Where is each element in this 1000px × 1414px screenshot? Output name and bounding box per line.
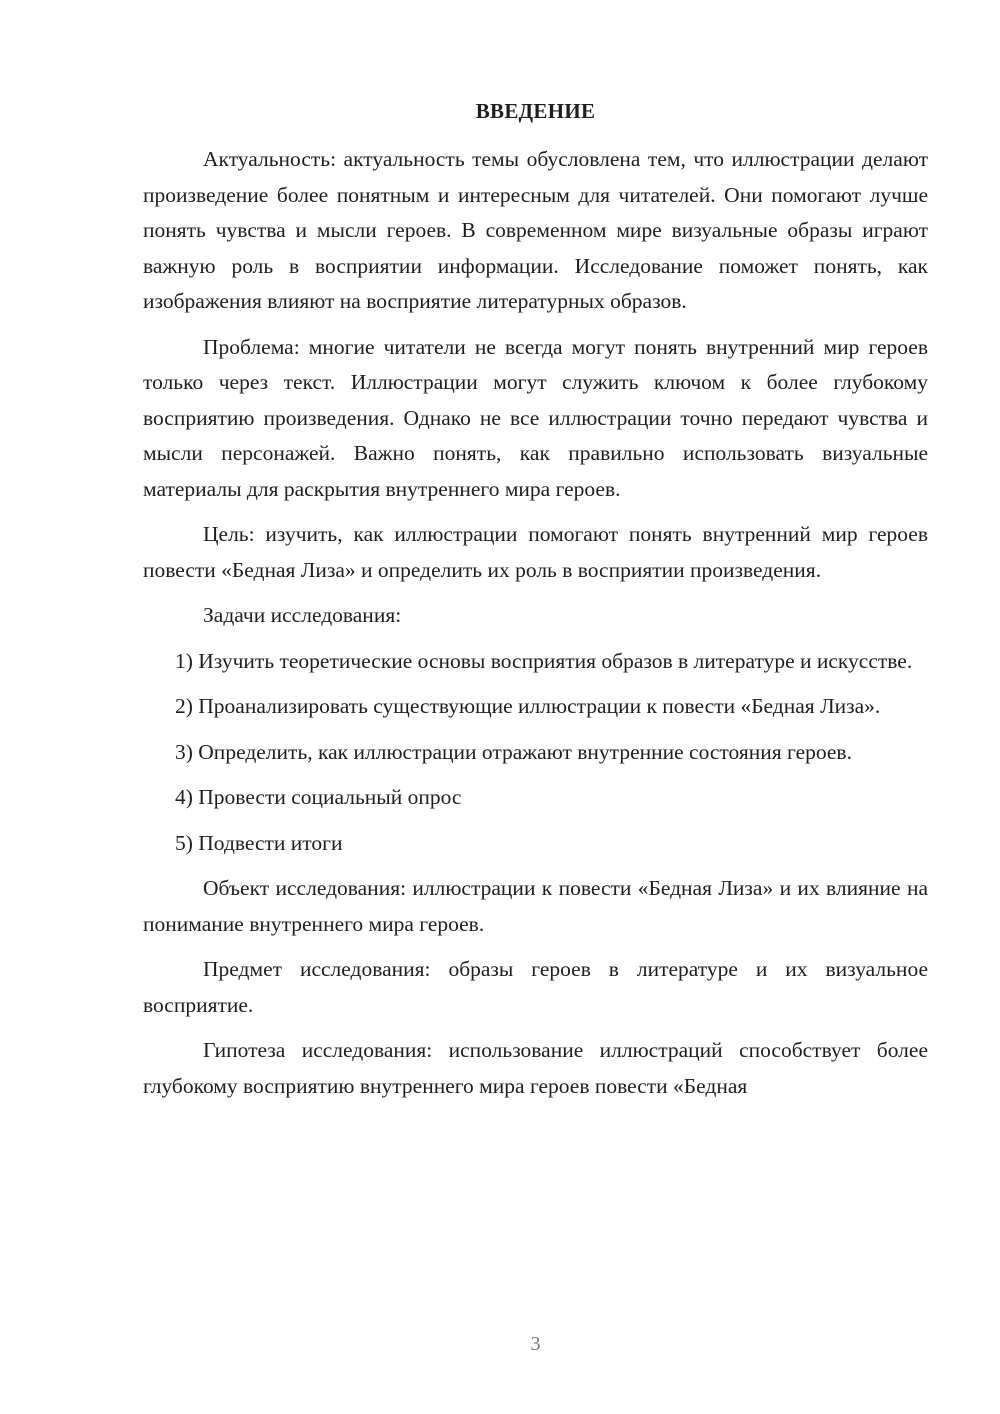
paragraph-problem: Проблема: многие читатели не всегда могут понять внутренний мир героев только через текст. Иллюстрации могут служить ключом к более глубокому восприятию произведения. Однако не все иллюстрации точно передают чувства и мысли персонажей. Важно понять, как правильно использовать визуальные материалы для раскрытия внутреннего мира героев. xyxy=(143,334,928,501)
page-title: ВВЕДЕНИЕ xyxy=(475,99,596,123)
paragraph-hypothesis: Гипотеза исследования: использование иллюстраций способствует более глубокому восприятию внутреннего мира героев повести «Бедная xyxy=(143,1038,928,1098)
task-item-4: 4) Провести социальный опрос xyxy=(175,785,462,809)
task-item-1: 1) Изучить теоретические основы восприятия образов в литературе и искусстве. xyxy=(175,648,913,673)
paragraph-object: Объект исследования: иллюстрации к повести «Бедная Лиза» и их влияние на понимание внутреннего мира героев. xyxy=(143,876,928,936)
paragraph-goal: Цель: изучить, как иллюстрации помогают понять внутренний мир героев повести «Бедная Лиза» и определить их роль в восприятии произведения. xyxy=(143,522,928,582)
paragraph-subject: Предмет исследования: образы героев в литературе и их визуальное восприятие. xyxy=(143,957,928,1017)
task-item-3: 3) Определить, как иллюстрации отражают внутренние состояния героев. xyxy=(175,739,852,764)
paragraph-tasks-heading: Задачи исследования: xyxy=(203,603,402,627)
paragraph-relevance: Актуальность: актуальность темы обусловлена тем, что иллюстрации делают произведение более понятным и интересным для читателей. Они помогают лучше понять чувства и мысли героев. В современном мире визуальные образы играют важную роль в восприятии информации. Исследование поможет понять, как изображения влияют на восприятие литературных образов. xyxy=(143,147,928,313)
document-body xyxy=(143,142,928,1114)
task-item-2: 2) Проанализировать существующие иллюстрации к повести «Бедная Лиза». xyxy=(175,694,881,718)
task-item-5: 5) Подвести итоги xyxy=(175,830,343,855)
page-number: 3 xyxy=(530,1333,541,1355)
